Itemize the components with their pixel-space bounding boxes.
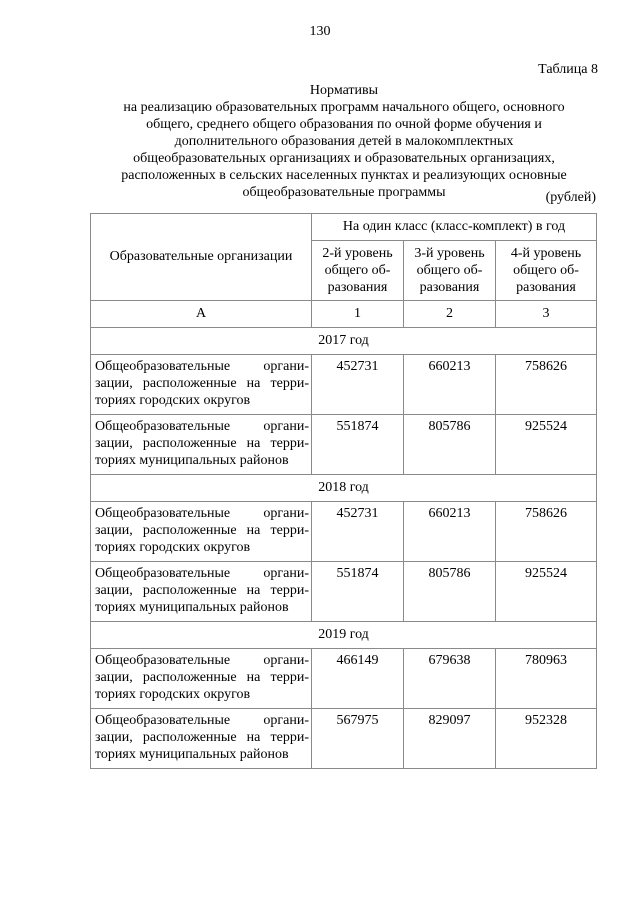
year-label: 2019 год: [91, 622, 597, 649]
title-line: дополнительного образования детей в малокомплектных: [174, 134, 514, 149]
value-cell: 452731: [312, 502, 404, 562]
header-organizations: Образовательные организации: [91, 214, 312, 301]
year-row: [91, 475, 597, 502]
column-index: 1: [312, 301, 404, 328]
org-name-urban: Общеобразовательные органи- зации, расположенные на терри- ториях городских округов: [91, 649, 312, 709]
value-cell: 679638: [404, 649, 496, 709]
value-cell: 567975: [312, 709, 404, 769]
org-name-urban: Общеобразовательные органи- зации, расположенные на терри- ториях городских округов: [91, 502, 312, 562]
column-index: 2: [404, 301, 496, 328]
year-row: [91, 622, 597, 649]
value-cell: 952328: [496, 709, 597, 769]
title-line: общеобразовательные программы: [242, 185, 446, 200]
table-row: [91, 562, 597, 622]
value-cell: 551874: [312, 415, 404, 475]
table-row: [91, 355, 597, 415]
org-name-rural: Общеобразовательные органи- зации, расположенные на терри- ториях муниципальных районов: [91, 415, 312, 475]
table-row: [91, 415, 597, 475]
value-cell: 758626: [496, 502, 597, 562]
value-cell: 758626: [496, 355, 597, 415]
year-row: [91, 328, 597, 355]
table-title: [92, 82, 596, 201]
header-level-2: 2-й уровень общего об- разования: [312, 241, 404, 301]
header-level-3: 3-й уровень общего об- разования: [404, 241, 496, 301]
org-name-urban: Общеобразовательные органи- зации, расположенные на терри- ториях городских округов: [91, 355, 312, 415]
column-index: 3: [496, 301, 597, 328]
title-line: общего, среднего общего образования по очной форме обучения и: [146, 117, 542, 132]
value-cell: 805786: [404, 562, 496, 622]
value-cell: 452731: [312, 355, 404, 415]
page-number: 130: [309, 24, 331, 39]
value-cell: 829097: [404, 709, 496, 769]
value-cell: 925524: [496, 562, 597, 622]
value-cell: 660213: [404, 502, 496, 562]
year-label: 2018 год: [91, 475, 597, 502]
table-row: [91, 709, 597, 769]
table-row: [91, 649, 597, 709]
year-label: 2017 год: [91, 328, 597, 355]
org-name-rural: Общеобразовательные органи- зации, расположенные на терри- ториях муниципальных районов: [91, 709, 312, 769]
value-cell: 925524: [496, 415, 597, 475]
title-line: общеобразовательных организациях и образовательных организациях,: [133, 151, 555, 166]
header-per-class: На один класс (класс-комплект) в год: [312, 214, 597, 241]
value-cell: 805786: [404, 415, 496, 475]
column-index: А: [91, 301, 312, 328]
title-line: на реализацию образовательных программ начального общего, основного: [123, 100, 565, 115]
value-cell: 660213: [404, 355, 496, 415]
column-index-row: [91, 301, 597, 328]
table-label: Таблица 8: [538, 62, 598, 77]
title-line: Нормативы: [309, 83, 379, 98]
value-cell: 551874: [312, 562, 404, 622]
value-cell: 466149: [312, 649, 404, 709]
title-line: расположенных в сельских населенных пунктах и реализующих основные: [121, 168, 567, 183]
value-cell: 780963: [496, 649, 597, 709]
header-level-4: 4-й уровень общего об- разования: [496, 241, 597, 301]
units-label: (рублей): [545, 190, 596, 205]
org-name-rural: Общеобразовательные органи- зации, расположенные на терри- ториях муниципальных районов: [91, 562, 312, 622]
table-row: [91, 502, 597, 562]
norms-table: [90, 213, 597, 769]
